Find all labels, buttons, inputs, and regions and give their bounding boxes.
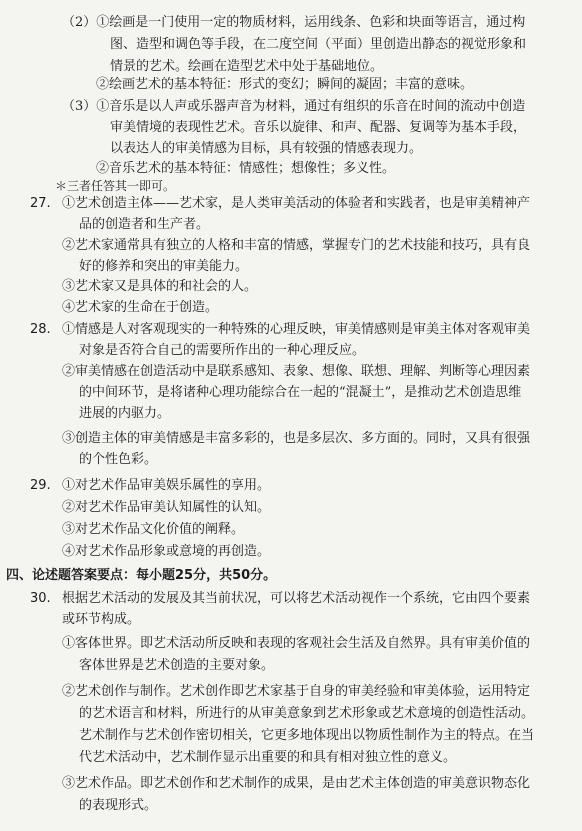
q30-line-4: 客体世界是艺术创造的主要对象。 [79,658,275,673]
q30-line-5: ②艺术创作与制作。艺术创作即艺术家基于自身的审美经验和审美体验，运用特定 [62,684,531,699]
q27-line-6: ④艺术家的生命在于创造。 [62,300,219,315]
q30-line-1: 根据艺术活动的发展及其当前状况，可以将艺术活动视作一个系统，它由四个要素 [62,591,531,606]
q27-line-5: ③艺术家又是具体的和社会的人。 [62,279,258,294]
q27-line-3: ②艺术家通常具有独立的人格和丰富的情感，掌握专门的艺术技能和技巧，具有良 [62,238,531,253]
s3-line-4: ②音乐艺术的基本特征：情感性；想像性；多义性。 [96,161,396,176]
q30-line-10: 的表现形式。 [79,798,158,813]
q29-line-2: ②对艺术作品审美认知属性的认知。 [62,500,271,515]
q28-line-6: ③创造主体的审美情感是丰富多彩的，也是多层次、多方面的。同时，又具有很强 [62,431,531,446]
q28-line-3: ②审美情感在创造活动中是联系感知、表象、想像、联想、理解、判断等心理因素 [62,364,531,379]
q29-line-3: ③对艺术作品文化价值的阐释。 [62,522,245,537]
section-4-heading: 四、论述题答案要点：每小题25分，共50分。 [6,568,277,583]
q27-line-2: 品的创造者和生产者。 [79,217,210,232]
s3-line-1: （3）①音乐是以人声或乐器声音为材料，通过有组织的乐音在时间的流动中创造 [62,99,526,114]
q30-line-2: 或环节构成。 [62,612,141,627]
s2-line-2: 图、造型和调色等手段，在二度空间（平面）里创造出静态的视觉形象和 [110,37,527,52]
q27-line-1: ①艺术创造主体——艺术家，是人类审美活动的体验者和实践者，也是审美精神产 [62,196,531,211]
q30-line-3: ①客体世界。即艺术活动所反映和表现的客观社会生活及自然界。具有审美价值的 [62,636,531,651]
q29-line-1: ①对艺术作品审美娱乐属性的享用。 [62,478,271,493]
q27-number: 27. [30,196,51,211]
s2-line-1: （2）①绘画是一门使用一定的物质材料，运用线条、色彩和块面等语言，通过构 [62,15,526,30]
q30-line-8: 代艺术活动中，艺术制作显示出重要的和具有相对独立性的意义。 [79,750,457,765]
q28-line-2: 对象是否符合自己的需要所作出的一种心理反应。 [79,343,366,358]
q28-line-1: ①情感是人对客观现实的一种特殊的心理反映，审美情感则是审美主体对客观审美 [62,322,531,337]
q28-line-4: 的中间环节，是将诸种心理功能综合在一起的“混凝土”，是推动艺术创造思维 [79,385,522,400]
s3-line-2: 审美情境的表现性艺术。音乐以旋律、和声、配器、复调等为基本手段， [110,120,527,135]
q30-line-9: ③艺术作品。即艺术创作和艺术制作的成果，是由艺术主体创造的审美意识物态化 [62,776,531,791]
q29-line-4: ④对艺术作品形象或意境的再创造。 [62,544,271,559]
q28-number: 28. [30,322,51,337]
q27-line-4: 好的修养和突出的审美能力。 [79,259,249,274]
q30-number: 30. [30,591,51,606]
q28-line-7: 的个性色彩。 [79,452,158,467]
q30-line-6: 的艺术语言和材料，所进行的从审美意象到艺术形象或艺术意境的创造性活动。 [79,706,535,721]
note: ＊三者任答其一即可。 [55,179,176,193]
q30-line-7: 艺术制作与艺术创作密切相关，它更多地体现出以物质性制作为主的特点。在当 [79,728,535,743]
s2-line-4: ②绘画艺术的基本特征：形式的变幻；瞬间的凝固；丰富的意味。 [96,77,474,92]
q29-number: 29. [30,478,51,493]
q28-line-5: 进展的内驱力。 [79,406,171,421]
s3-line-3: 以表达人的审美情感为目标，具有较强的情感表现力。 [110,141,423,156]
s2-line-3: 情景的艺术。绘画在造型艺术中处于基础地位。 [110,59,384,74]
